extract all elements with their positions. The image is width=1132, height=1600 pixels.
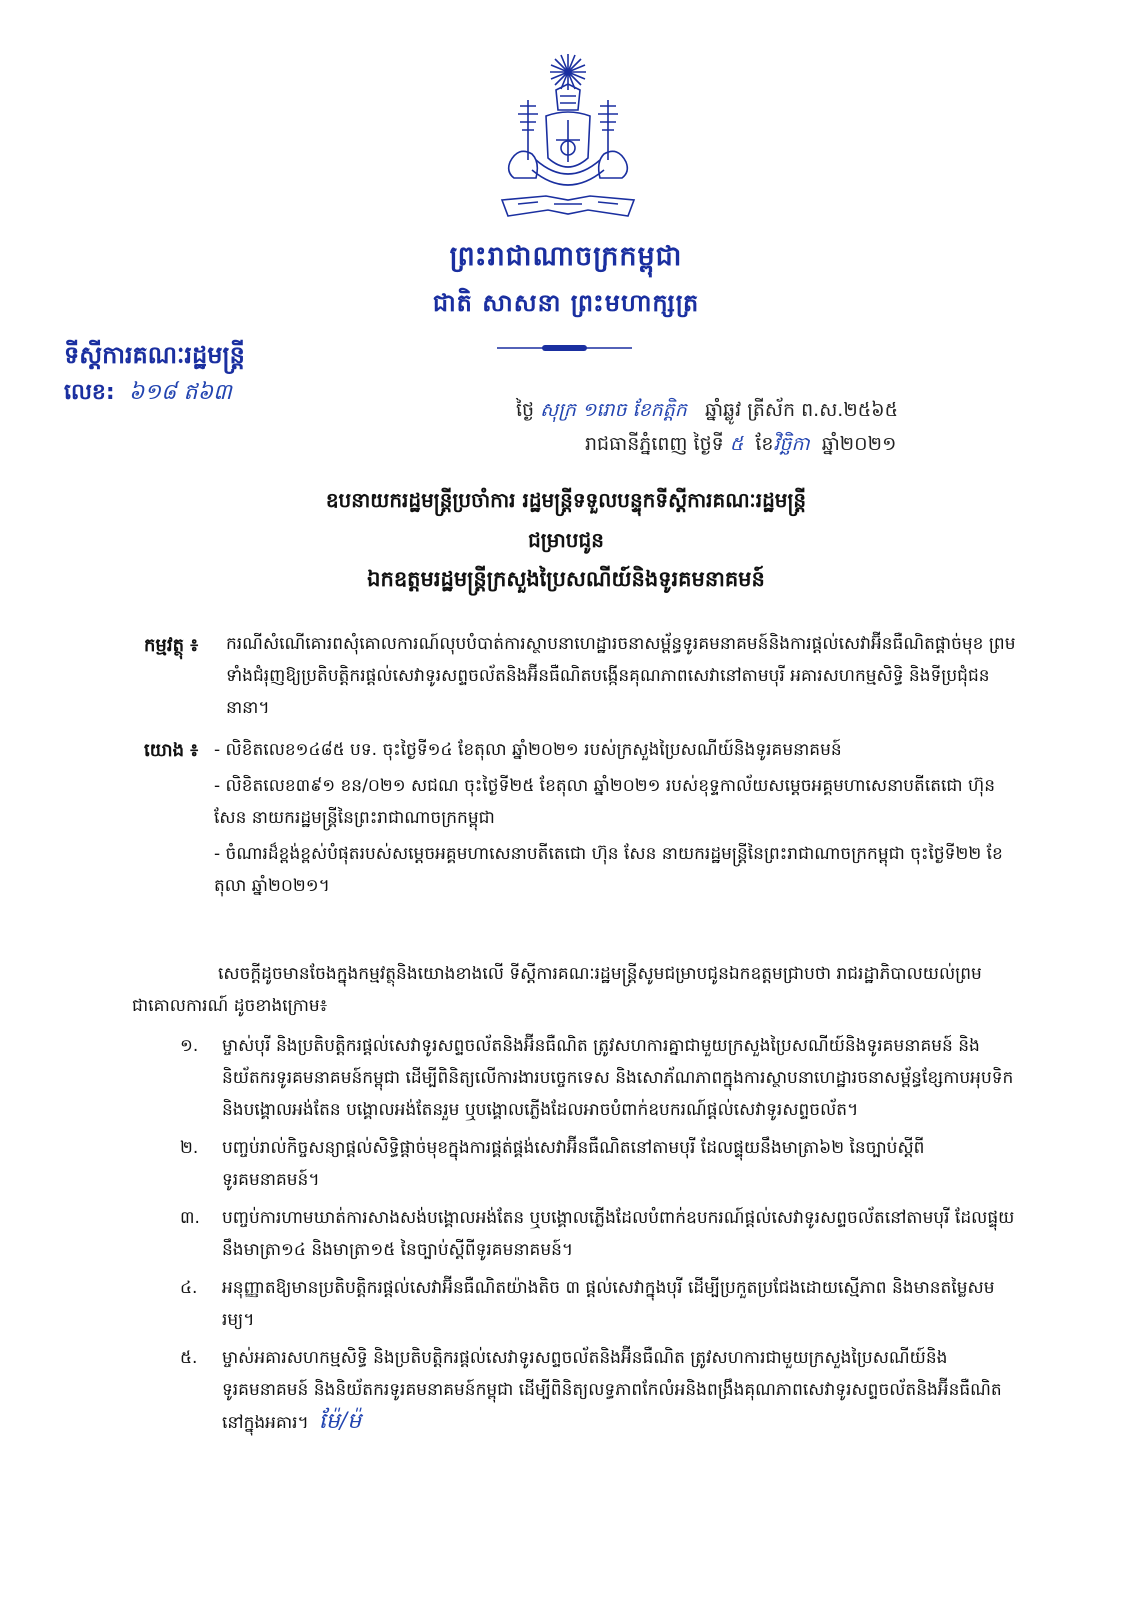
solar-date [585, 432, 896, 460]
intro-paragraph: សេចក្ដីដូចមានចែងក្នុងកម្មវត្ថុនិងយោងខាងលើ ទីស្ដីការគណៈរដ្ឋមន្ត្រីសូមជម្រាបជូនឯកឧត្តមជ្រាបថា រាជរដ្ឋាភិបាលយល់ព្រមជាគោលការណ៍ ដូចខាងក្រោម៖ [132, 964, 982, 1016]
salutation: ជម្រាបជូន [528, 528, 604, 552]
subject-label: កម្មវត្ថុ ៖ [144, 635, 199, 656]
list-item-text: បញ្ចប់ការហាមឃាត់ការសាងសង់បង្គោលអង់តែន ឬបង្គោលភ្លើងដែលបំពាក់ឧបករណ៍ផ្ដល់សេវាទូរសព្ទចល័តនៅតាមបុរី ដែលផ្ទុយនឹងមាត្រា១៤ និងមាត្រា១៥ នៃច្បាប់ស្ដីពីទូរគមនាគមន៍។ [222, 1208, 1015, 1260]
lunar-date-prefix: ថ្ងៃ [516, 399, 535, 421]
lunar-date [516, 398, 898, 426]
ornamental-divider [497, 344, 632, 352]
sender-title: ឧបនាយករដ្ឋមន្ត្រីប្រចាំការ រដ្ឋមន្ត្រីទទួលបន្ទុកទីស្ដីការគណៈរដ្ឋមន្ត្រី [325, 488, 807, 512]
list-item-number: ១. [180, 1036, 199, 1056]
reference-number [64, 378, 232, 410]
handwritten-initials: ម៉ែ/ម៉ [318, 1409, 362, 1434]
references-label: យោង ៖ [144, 740, 199, 761]
list-item-number: ៣. [180, 1208, 200, 1228]
recipient-title: ឯកឧត្តមរដ្ឋមន្ត្រីក្រសួងប្រៃសណីយ៍និងទូរគមនាគមន៍ [367, 567, 765, 591]
reference-number-label: លេខ: [64, 380, 115, 405]
list-item [180, 1272, 1020, 1336]
list-item-number: ៥. [180, 1348, 198, 1368]
list-item [180, 1342, 1020, 1439]
decision-points-list [180, 1030, 1020, 1445]
solar-date-prefix: រាជធានីភ្នំពេញ ថ្ងៃទី [585, 433, 724, 455]
list-item [180, 1132, 1020, 1196]
kingdom-name: ព្រះរាជាណាចក្រកម្ពុជា [449, 241, 683, 272]
royal-crest-emblem [488, 50, 648, 225]
list-item-number: ៤. [180, 1278, 198, 1298]
lunar-date-handwritten: សុក្រ ១រោច ខែកត្ដិក [540, 399, 687, 421]
solar-date-suffix: ឆ្នាំ២០២១ [821, 433, 897, 455]
list-item-text: ម្ចាស់បុរី និងប្រតិបត្តិករផ្ដល់សេវាទូរសព្ទចល័តនិងអ៊ីនធឺណិត ត្រូវសហការគ្នាជាមួយក្រសួងប្រៃសណីយ៍និងទូរគមនាគមន៍ និងនិយ័តករទូរគមនាគមន៍កម្ពុជា ដើម្បីពិនិត្យលើការងារបច្ចេកទេស និងសោភ័ណភាពក្នុងការស្ថាបនាហេដ្ឋារចនាសម្ព័ន្ធខ្សែកាបអុបទិក និងបង្គោលអង់តែន បង្គោលអង់តែនរួម ឬបង្គោលភ្លើងដែលអាចបំពាក់ឧបករណ៍ផ្ដល់សេវាទូរសព្ទចល័ត។ [222, 1036, 1014, 1120]
list-item-text: បញ្ចប់រាល់កិច្ចសន្យាផ្ដល់សិទ្ធិផ្ដាច់មុខក្នុងការផ្គត់ផ្គង់សេវាអ៊ីនធឺណិតនៅតាមបុរី ដែលផ្ទុយនឹងមាត្រា៦២ នៃច្បាប់ស្ដីពីទូរគមនាគមន៍។ [222, 1138, 925, 1190]
solar-date-month-label: ខែ [755, 433, 774, 455]
solar-date-day: ៥ [729, 433, 744, 455]
reference-item: - លិខិតលេខ៣៩១ ខន/០២១ សជណ ចុះថ្ងៃទី២៥ ខែតុលា ឆ្នាំ២០២១ របស់ខុទ្ទកាល័យសម្ដេចអគ្គមហាសេនាបតីតេជោ ហ៊ុន សែន នាយករដ្ឋមន្ត្រីនៃព្រះរាជាណាចក្រកម្ពុជា [214, 776, 995, 828]
list-item-number: ២. [180, 1138, 199, 1158]
subject-text: ករណីសំណើគោរពសុំគោលការណ៍លុបបំបាត់ការស្ថាបនាហេដ្ឋារចនាសម្ព័ន្ធទូរគមនាគមន៍និងការផ្ដល់សេវាអ៊ីនធឺណិតផ្ដាច់មុខ ព្រមទាំងជំរុញឱ្យប្រតិបត្តិករផ្ដល់សេវាទូរសព្ទចល័តនិងអ៊ីនធឺណិតបង្កើនគុណភាពសេវានៅតាមបុរី អគារសហកម្មសិទ្ធិ និងទីប្រជុំជននានា។ [226, 634, 1016, 718]
reference-item: - ចំណារដ៏ខ្ពង់ខ្ពស់បំផុតរបស់សម្ដេចអគ្គមហាសេនាបតីតេជោ ហ៊ុន សែន នាយករដ្ឋមន្ត្រីនៃព្រះរាជាណាចក្រកម្ពុជា ចុះថ្ងៃទី២២ ខែតុលា ឆ្នាំ២០២១។ [214, 844, 1003, 896]
lunar-date-suffix: ឆ្នាំឆ្លូវ ត្រីស័ក ព.ស.២៥៦៥ [704, 399, 899, 421]
list-item-text: ម្ចាស់អគារសហកម្មសិទ្ធិ និងប្រតិបត្តិករផ្ដល់សេវាទូរសព្ទចល័តនិងអ៊ីនធឺណិត ត្រូវសហការជាមួយក្រសួងប្រៃសណីយ៍និងទូរគមនាគមន៍ និងនិយ័តករទូរគមនាគមន៍កម្ពុជា ដើម្បីពិនិត្យលទ្ធភាពកែលំអនិងពង្រឹងគុណភាពសេវាទូរសព្ទចល័តនិងអ៊ីនធឺណិតនៅក្នុងអគារ។ [222, 1348, 1002, 1433]
reference-item: - លិខិតលេខ១៤៨៥ បទ. ចុះថ្ងៃទី១៤ ខែតុលា ឆ្នាំ២០២១ របស់ក្រសួងប្រៃសណីយ៍និងទូរគមនាគមន៍ [214, 740, 842, 760]
references-list [214, 734, 1014, 906]
list-item [180, 1202, 1020, 1266]
list-item-text: អនុញ្ញាតឱ្យមានប្រតិបត្តិករផ្ដល់សេវាអ៊ីនធឺណិតយ៉ាងតិច ៣ ផ្ដល់សេវាក្នុងបុរី ដើម្បីប្រកួតប្រជែងដោយស្មើភាព និងមានតម្លៃសមរម្យ។ [222, 1278, 995, 1330]
reference-number-value: ៦១៨ ឥ៦៣ [128, 380, 232, 405]
solar-date-month: វិច្ឆិកា [773, 433, 810, 455]
issuing-office: ទីស្ដីការគណៈរដ្ឋមន្ត្រី [64, 341, 245, 369]
list-item [180, 1030, 1020, 1126]
national-motto: ជាតិ សាសនា ព្រះមហាក្សត្រ [432, 289, 700, 317]
